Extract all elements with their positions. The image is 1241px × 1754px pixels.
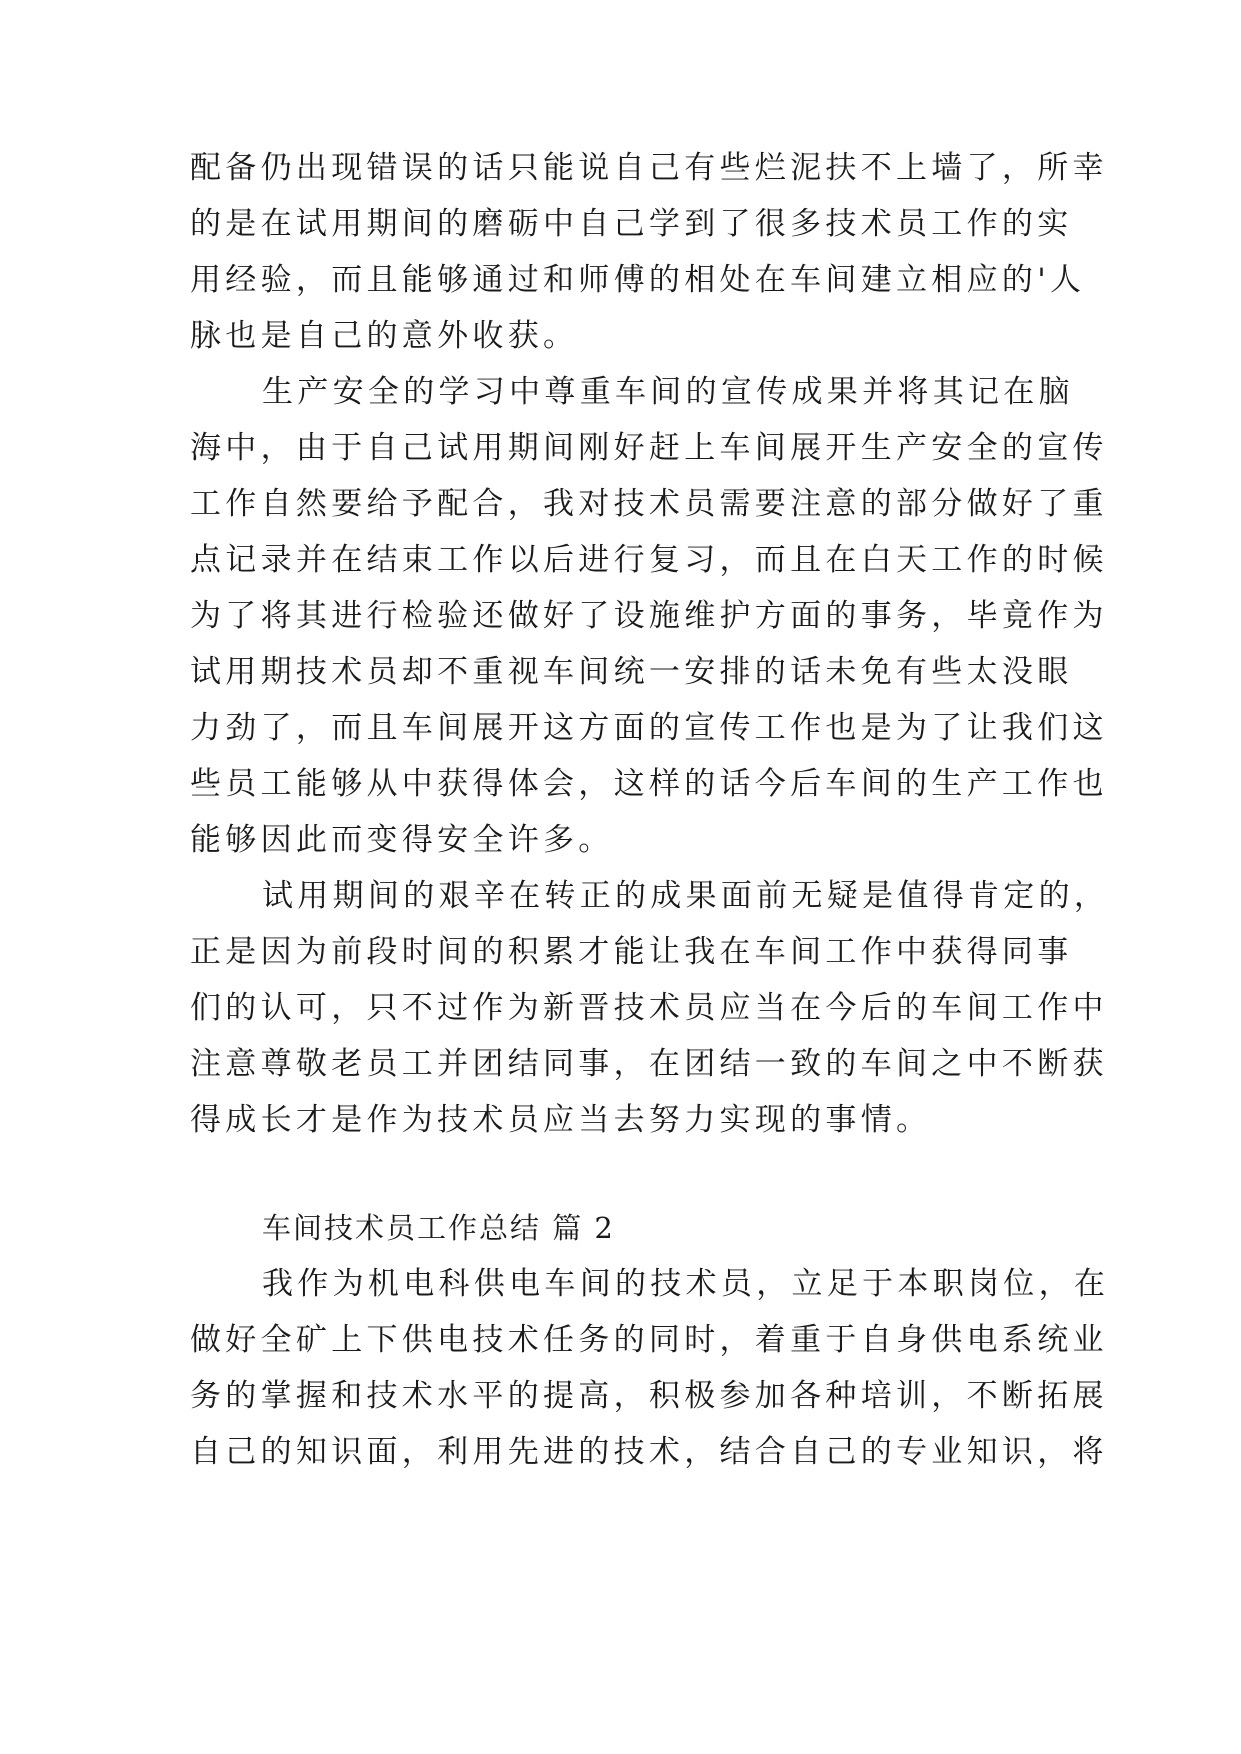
- paragraph-3-line-1: 试用期间的艰辛在转正的成果面前无疑是值得肯定的，: [262, 878, 1110, 914]
- paragraph-3-line-4: 注意尊敬老员工并团结同事，在团结一致的车间之中不断获: [190, 1046, 1108, 1082]
- paragraph-2-line-4: 点记录并在结束工作以后进行复习，而且在白天工作的时候: [190, 542, 1108, 578]
- paragraph-2-line-9: 能够因此而变得安全许多。: [190, 822, 614, 858]
- paragraph-2-line-8: 些员工能够从中获得体会，这样的话今后车间的生产工作也: [190, 766, 1108, 802]
- paragraph-2-line-3: 工作自然要给予配合，我对技术员需要注意的部分做好了重: [190, 486, 1108, 522]
- paragraph-1-line-1: 配备仍出现错误的话只能说自己有些烂泥扶不上墙了，所幸: [190, 150, 1108, 186]
- paragraph-1-line-3: 用经验，而且能够通过和师傅的相处在车间建立相应的'人: [190, 262, 1086, 298]
- paragraph-2-line-5: 为了将其进行检验还做好了设施维护方面的事务，毕竟作为: [190, 598, 1108, 634]
- paragraph-4-line-1: 我作为机电科供电车间的技术员，立足于本职岗位，在: [262, 1266, 1110, 1302]
- paragraph-2-line-2: 海中，由于自己试用期间刚好赶上车间展开生产安全的宣传: [190, 430, 1108, 466]
- paragraph-3-line-5: 得成长才是作为技术员应当去努力实现的事情。: [190, 1102, 932, 1138]
- paragraph-2-line-6: 试用期技术员却不重视车间统一安排的话未免有些太没眼: [190, 654, 1073, 690]
- paragraph-3-line-2: 正是因为前段时间的积累才能让我在车间工作中获得同事: [190, 934, 1073, 970]
- paragraph-1-line-4: 脉也是自己的意外收获。: [190, 318, 579, 354]
- section-heading: 车间技术员工作总结 篇 2: [262, 1211, 615, 1245]
- paragraph-4-line-4: 自己的知识面，利用先进的技术，结合自己的专业知识，将: [190, 1434, 1108, 1470]
- paragraph-3-line-3: 们的认可，只不过作为新晋技术员应当在今后的车间工作中: [190, 990, 1108, 1026]
- paragraph-4-line-3: 务的掌握和技术水平的提高，积极参加各种培训，不断拓展: [190, 1378, 1108, 1414]
- paragraph-2-line-7: 力劲了，而且车间展开这方面的宣传工作也是为了让我们这: [190, 710, 1108, 746]
- paragraph-2-line-1: 生产安全的学习中尊重车间的宣传成果并将其记在脑: [262, 374, 1074, 410]
- paragraph-1-line-2: 的是在试用期间的磨砺中自己学到了很多技术员工作的实: [190, 206, 1073, 242]
- paragraph-4-line-2: 做好全矿上下供电技术任务的同时，着重于自身供电系统业: [190, 1322, 1108, 1358]
